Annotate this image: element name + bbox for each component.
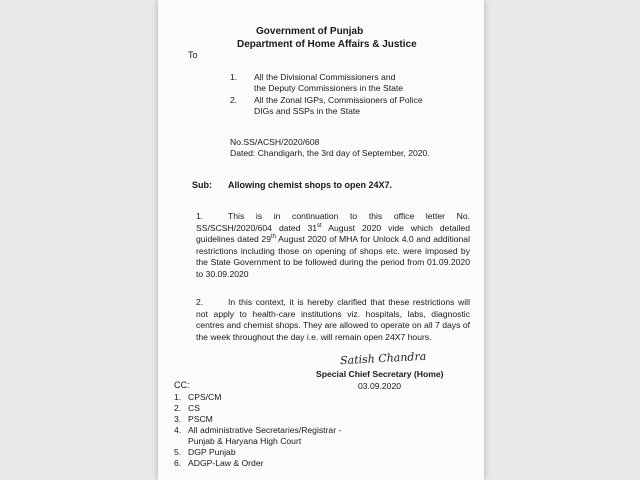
para2-number: 2.	[196, 297, 204, 307]
subject-label: Sub:	[192, 180, 212, 190]
addressee-1-num: 1.	[230, 72, 238, 82]
para2-text: In this context, it is hereby clarified that these restrictions will not apply to health-care institutions viz. hospitals, labs, diagnostic centres and chemist shops. They are allowed to operate on all 7 days of the week throughout the day i.e. will remain open 24X7 hours.	[196, 297, 470, 342]
to-label: To	[188, 50, 198, 60]
para1-mid: August 2020 vide which detailed guidelines dated 29	[196, 222, 470, 244]
cc-item: 1. CPS/CM	[174, 392, 222, 402]
subject-text: Allowing chemist shops to open 24X7.	[228, 180, 393, 190]
reference-number: No.SS/ACSH/2020/608	[230, 137, 320, 147]
handwritten-signature: Satish Chandra	[339, 349, 427, 368]
para1-lead: This is in continuation to this office letter No. SS/SCSH/2020/604 dated 31	[196, 211, 470, 233]
para1-sup-st: st	[317, 222, 322, 229]
addressee-1-line1: All the Divisional Commissioners and	[254, 72, 396, 82]
para1-sup-th: th	[270, 234, 276, 241]
para1-number: 1.	[196, 211, 204, 221]
cc-item: 2. CS	[174, 403, 200, 413]
signatory-designation: Special Chief Secretary (Home)	[316, 369, 444, 379]
addressee-1-line2: the Deputy Commissioners in the State	[254, 83, 404, 93]
cc-item: Punjab & Haryana High Court	[188, 436, 302, 446]
cc-item: 3. PSCM	[174, 414, 213, 424]
addressee-2-line2: DIGs and SSPs in the State	[254, 106, 361, 116]
dated-line: Dated: Chandigarh, the 3rd day of September, 2020.	[230, 148, 430, 158]
letter-page	[158, 0, 484, 480]
cc-item: 5. DGP Punjab	[174, 447, 236, 457]
header-government: Government of Punjab	[256, 26, 364, 37]
addressee-2-num: 2.	[230, 95, 238, 105]
signature-date: 03.09.2020	[358, 381, 402, 391]
cc-item: 6. ADGP-Law & Order	[174, 458, 264, 468]
para1-tail: August 2020 of MHA for Unlock 4.0 and additional restrictions including those on opening of shops etc. were imposed by the State Government to be followed during the period from 01.09.2020 to 30.09.2020	[196, 234, 470, 279]
header-department: Department of Home Affairs & Justice	[237, 39, 417, 50]
cc-label: CC:	[174, 380, 190, 390]
cc-item: 4. All administrative Secretaries/Registrar -	[174, 425, 342, 435]
addressee-2-line1: All the Zonal IGPs, Commissioners of Police	[254, 95, 423, 105]
para1-text	[196, 211, 470, 280]
